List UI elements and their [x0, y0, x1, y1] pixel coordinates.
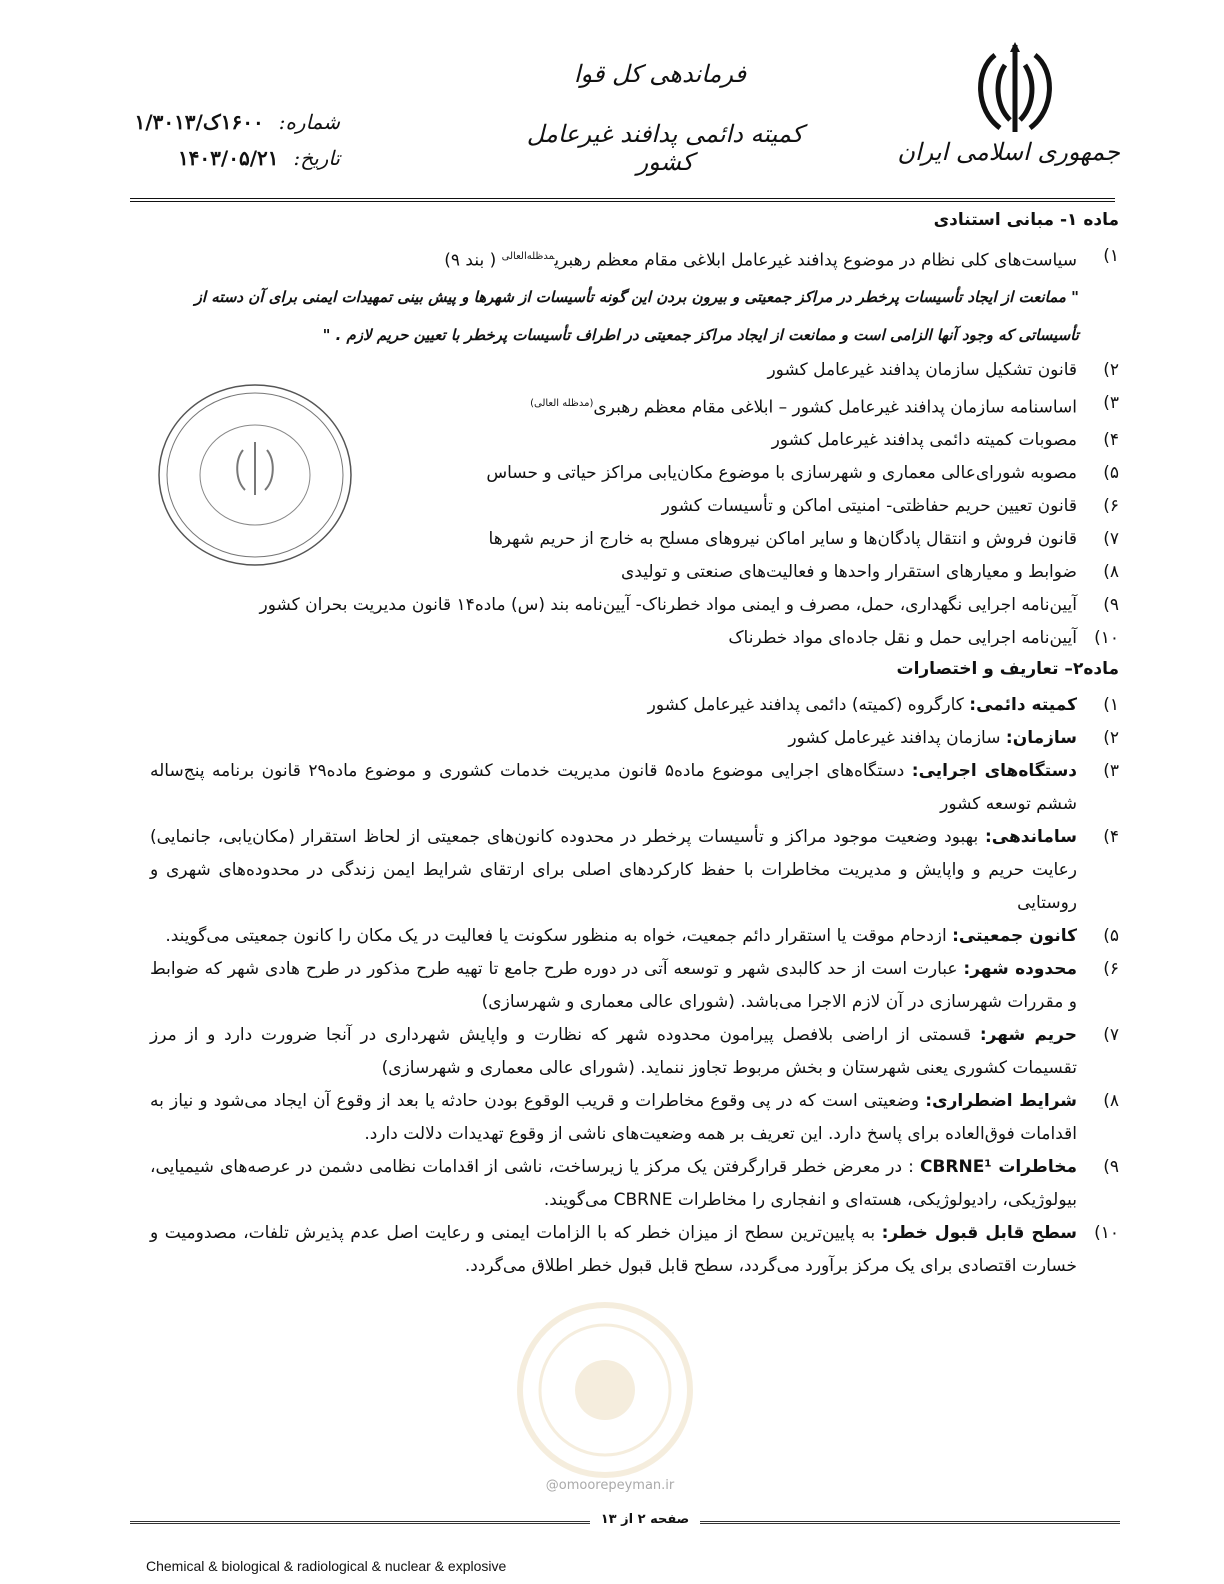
footnote: Chemical & biological & radiological & nuclear & explosive [146, 1558, 507, 1574]
page-number: صفحه ۲ از ۱۳ [600, 1512, 690, 1527]
section1-title: ماده ۱- مبانی استنادی [933, 210, 1119, 230]
definition-item: ۱) کمیته دائمی: کارگروه (کمیته) دائمی پدافند غیرعامل کشور [647, 695, 1119, 716]
list-item: ۸) ضوابط و معیارهای استقرار واحدها و فعالیت‌های صنعتی و تولیدی [621, 562, 1119, 583]
list-item: ۲) قانون تشکیل سازمان پدافند غیرعامل کشور [767, 359, 1119, 380]
header-divider [130, 198, 1115, 202]
date-label: تاریخ: [293, 146, 340, 170]
list-item: ۴) مصوبات کمیته دائمی پدافند غیرعامل کشور [771, 430, 1119, 451]
definition-item: ۲) سازمان: سازمان پدافند غیرعامل کشور [788, 728, 1119, 749]
list-item: ۱) سیاست‌های کلی نظام در موضوع پدافند غیرعامل ابلاغی مقام معظم رهبری$^{مدظله‌العالی}$ ( بند ۹) [444, 246, 1119, 271]
number-value: ۱۶۰۰ک/۱/۳۰۱۳ [134, 110, 264, 134]
definition-item: ۷) حریم شهر: قسمتی از اراضی بلافصل پیرامون محدوده شهر که نظارت و واپایش شهرداری در آنجا ضرورت دارد و از مرز تقسیمات کشوری یعنی شهرستان و بخش مربوط تجاوز ننماید. (شورای عالی معماری و شهرسازی) [150, 1025, 1119, 1079]
section2-title: ماده۲– تعاریف و اختصارات [896, 659, 1119, 680]
watermark-text: @omoorepeyman.ir [545, 1478, 675, 1493]
letter-number [134, 110, 340, 134]
date-value: ۱۴۰۳/۰۵/۲۱ [177, 146, 279, 170]
republic-title: جمهوری اسلامی ایران [897, 138, 1120, 166]
policy-quote: " ممانعت از ایجاد تأسیسات پرخطر در مراکز جمعیتی و بیرون بردن این گونه تأسیسات از شهرها و پیش بینی تمهیدات ایمنی برای آن دسته از تأسیساتی که وجود آنها الزامی است و ممانعت از ایجاد مراکز جمعیتی در اطراف تأسیسات پرخطر با تعیین حریم لازم . " [194, 287, 1079, 344]
definition-item: ۹) مخاطرات CBRNE¹ : در معرض خطر قرارگرفتن یک مرکز یا زیرساخت، ناشی از اقدامات نظامی دشمن در عرصه‌های شیمیایی، بیولوژیکی، رادیولوژیکی، هسته‌ای و انفجاری را مخاطرات CBRNE می‌گویند. [150, 1157, 1119, 1211]
list-item: ۳) اساسنامه سازمان پدافند غیرعامل کشور – ابلاغی مقام معظم رهبری$^{(مدظله العالی)}$ [530, 392, 1119, 418]
definition-item: ۸) شرایط اضطراری: وضعیتی است که در پی وقوع مخاطرات و قریب الوقوع بودن حادثه یا بعد از وقوع آن ایجاد می‌شود و نیاز به اقدامات فوق‌العاده برای پاسخ دارد. این تعریف بر همه وضعیت‌های ناشی از وقوع تهدیدات دلالت دارد. [150, 1091, 1119, 1145]
list-item: ۵) مصوبه شورای‌عالی معماری و شهرسازی با موضوع مکان‌یابی مراکز حیاتی و حساس [486, 463, 1119, 484]
definition-item: ۱۰) سطح قابل قبول خطر: به پایین‌ترین سطح از میزان خطر که با الزامات ایمنی و رعایت اصل عدم پذیرش تلفات، مصدومیت و خسارت اقتصادی برای یک مرکز برآورد می‌گردد، سطح قابل قبول خطر اطلاق می‌گردد. [150, 1223, 1119, 1277]
footer-divider-left [130, 1521, 590, 1524]
list-item: ۱۰) آیین‌نامه اجرایی حمل و نقل جاده‌ای مواد خطرناک [728, 628, 1119, 649]
number-label: شماره: [278, 110, 340, 134]
letter-date [140, 146, 340, 170]
definition-item: ۳) دستگاه‌های اجرایی: دستگاه‌های اجرایی موضوع ماده۵ قانون مدیریت خدمات کشوری و موضوع ماده۲۹ قانون برنامه پنج‌ساله ششم توسعه کشور [150, 761, 1119, 815]
definition-item: ۵) کانون جمعیتی: ازدحام موقت یا استقرار دائم جمعیت، خواه به منظور سکونت یا فعالیت در یک مکان را کانون جمعیتی می‌گویند. [165, 926, 1119, 947]
commander-title: فرماندهی کل قوا [573, 60, 747, 88]
list-item: ۹) آیین‌نامه اجرایی نگهداری، حمل، مصرف و ایمنی مواد خطرناک- آیین‌نامه بند (س) ماده۱۴ قانون مدیریت بحران کشور [259, 595, 1119, 616]
watermark-logo-icon [515, 1300, 695, 1480]
list-item: ۶) قانون تعیین حریم حفاظتی- امنیتی اماکن و تأسیسات کشور [661, 496, 1119, 517]
definition-item: ۴) ساماندهی: بهبود وضعیت موجود مراکز و تأسیسات پرخطر در محدوده کانون‌های جمعیتی از لحاظ استقرار (مکان‌یابی، جانمایی) رعایت حریم و واپایش و مدیریت مخاطرات با حفظ کارکردهای اصلی برای ارتقای شرایط ایمن زندگی در محدوده‌های شهری و روستایی [150, 827, 1119, 914]
footer-divider-right [700, 1521, 1120, 1524]
list-item: ۷) قانون فروش و انتقال پادگان‌ها و سایر اماکن نیروهای مسلح به خارج از حریم شهرها [488, 529, 1119, 550]
definition-item: ۶) محدوده شهر: عبارت است از حد کالبدی شهر و توسعه آتی در دوره طرح جامع تا تهیه طرح مذکور در طرح هادی شهر که ضوابط و مقررات شهرسازی در آن لازم الاجرا می‌باشد. (شورای عالی معماری و شهرسازی) [150, 959, 1119, 1013]
committee-title: کمیته دائمی پدافند غیرعامل کشور [526, 120, 804, 176]
emblem-icon [965, 40, 1065, 140]
document-body [150, 210, 1119, 1283]
